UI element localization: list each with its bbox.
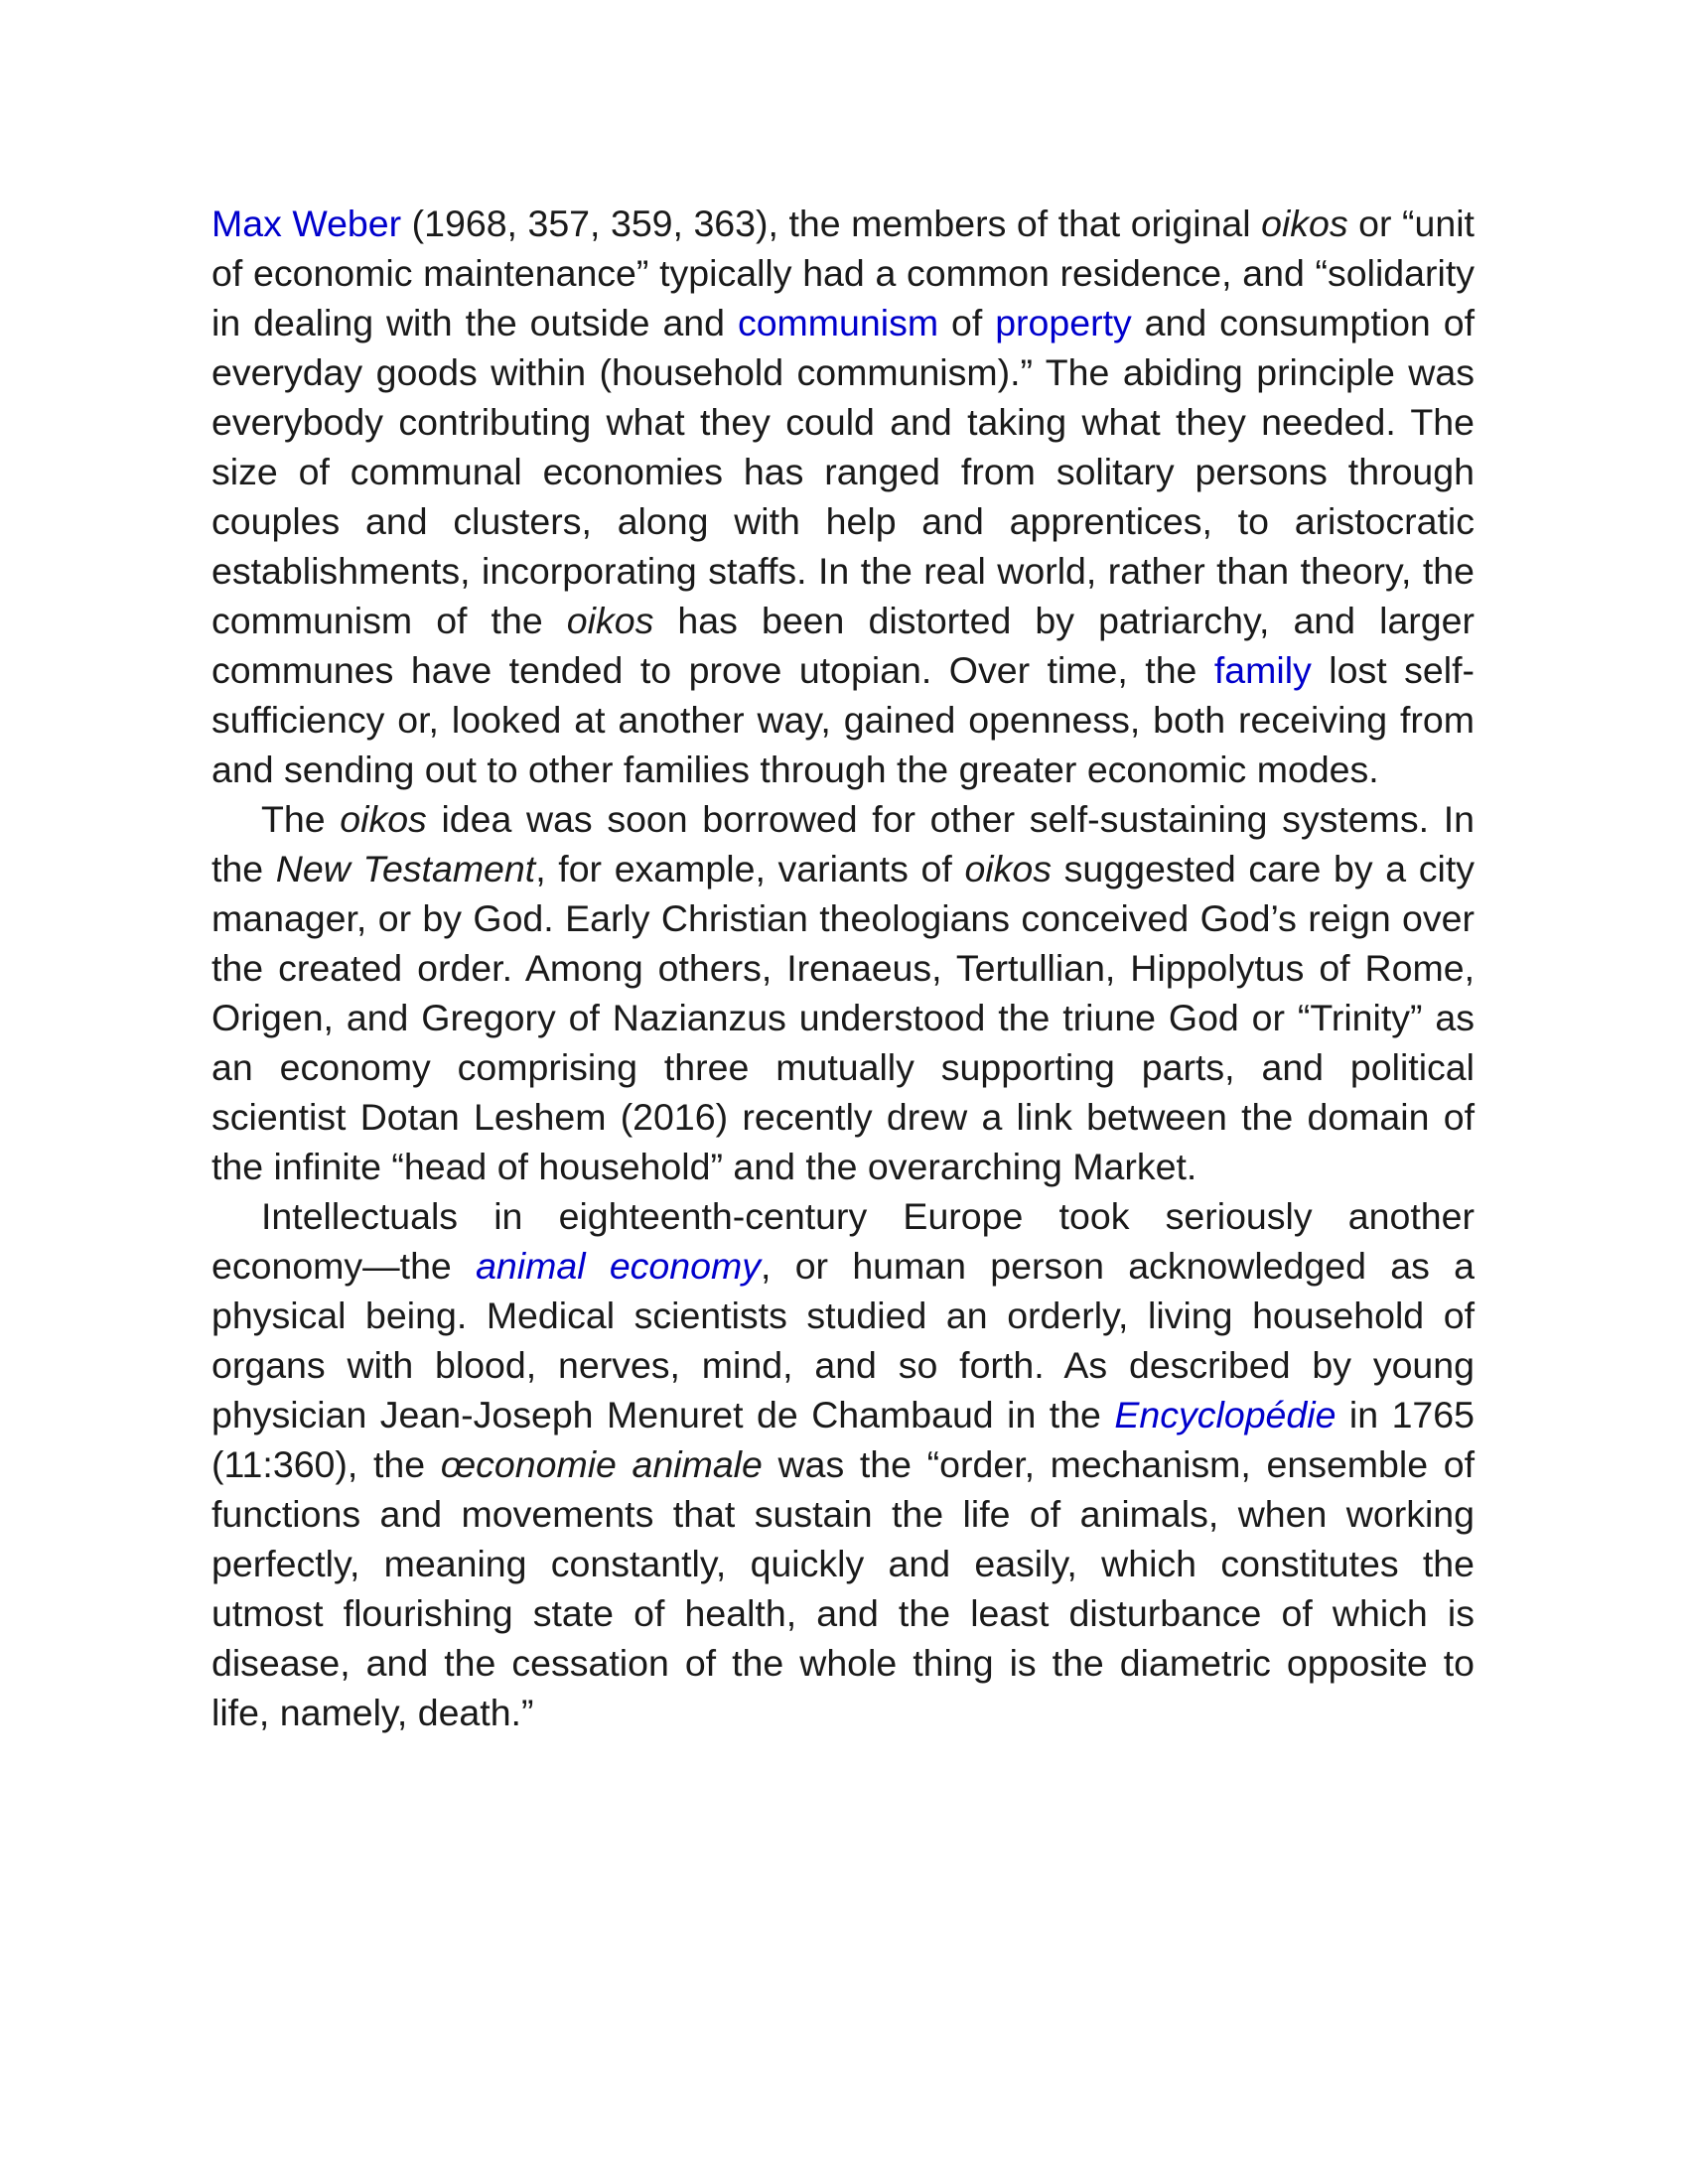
paragraph-text: The [261, 798, 341, 840]
italic-term-oikos: oikos [1261, 203, 1348, 244]
paragraph-text: in 1765 (11:360), the [211, 1394, 1475, 1485]
italic-term-oeconomie-animale: œconomie animale [440, 1443, 763, 1485]
link-property[interactable]: property [995, 302, 1132, 343]
paragraph-animal-economy [211, 1191, 1475, 1737]
paragraph-text: lost self-sufficiency or, looked at another way, gained openness, both receiving from and sending out to other families through the greater economic modes. [211, 649, 1475, 790]
paragraph-text: (1968, 357, 359, 363), the members of that original [401, 203, 1262, 244]
paragraph-text: idea was soon borrowed for other self-sustaining systems. In the [211, 798, 1475, 889]
paragraph-text: suggested care by a city manager, or by God. Early Christian theologians conceived God’s reign over the created order. Among others, Irenaeus, Tertullian, Hippolytus of Rome, Origen, and Gregory of Nazianzus understood the triune God or “Trinity” as an economy comprising three mutually supporting parts, and political scientist Dotan Leshem (2016) recently drew a link between the domain of the infinite “head of household” and the overarching Market. [211, 848, 1476, 1187]
paragraph-oikos-household [211, 199, 1475, 794]
paragraph-text: has been distorted by patriarchy, and larger communes have tended to prove utopian. Over time, the [211, 600, 1475, 691]
link-animal-economy[interactable] [476, 1245, 761, 1287]
italic-term-oikos: oikos [340, 798, 427, 840]
italic-title-new-testament: New Testament [275, 848, 536, 889]
link-communism[interactable]: communism [737, 302, 939, 343]
document-page [211, 199, 1475, 1737]
italic-term-oikos: oikos [964, 848, 1052, 889]
paragraph-self-sustaining-systems [211, 794, 1475, 1191]
paragraph-text: Intellectuals in eighteenth-century Europe took seriously another economy—the [211, 1195, 1475, 1287]
paragraph-text: or “unit of economic maintenance” typically had a common residence, and “solidarity in dealing with the outside and [211, 203, 1475, 343]
paragraph-text: and consumption of everyday goods within (household communism).” The abiding principle was everybody contributing what they could and taking what they needed. The size of communal economies has ranged from solitary persons through couples and clusters, along with help and apprentices, to aristocratic establishments, incorporating staffs. In the real world, rather than theory, the communism of the [211, 302, 1475, 641]
italic-term-oikos: oikos [566, 600, 654, 641]
italic-link-text: animal economy [476, 1245, 761, 1287]
link-encyclopedie[interactable] [1114, 1394, 1336, 1435]
link-family[interactable]: family [1213, 649, 1312, 691]
link-max-weber[interactable]: Max Weber [211, 203, 402, 244]
paragraph-text: of [938, 302, 996, 343]
paragraph-text: was the “order, mechanism, ensemble of functions and movements that sustain the life of animals, when working perfectly, meaning constantly, quickly and easily, which constitutes the utmost flourishing state of health, and the least disturbance of which is disease, and the cessation of the whole thing is the diametric opposite to life, namely, death.” [211, 1443, 1476, 1733]
paragraph-text: , for example, variants of [535, 848, 965, 889]
paragraph-text: , or human person acknowledged as a physical being. Medical scientists studied an orderly, living household of organs with blood, nerves, mind, and so forth. As described by young physician Jean-Joseph Menuret de Chambaud in the [211, 1245, 1475, 1435]
italic-link-text: Encyclopédie [1114, 1394, 1336, 1435]
